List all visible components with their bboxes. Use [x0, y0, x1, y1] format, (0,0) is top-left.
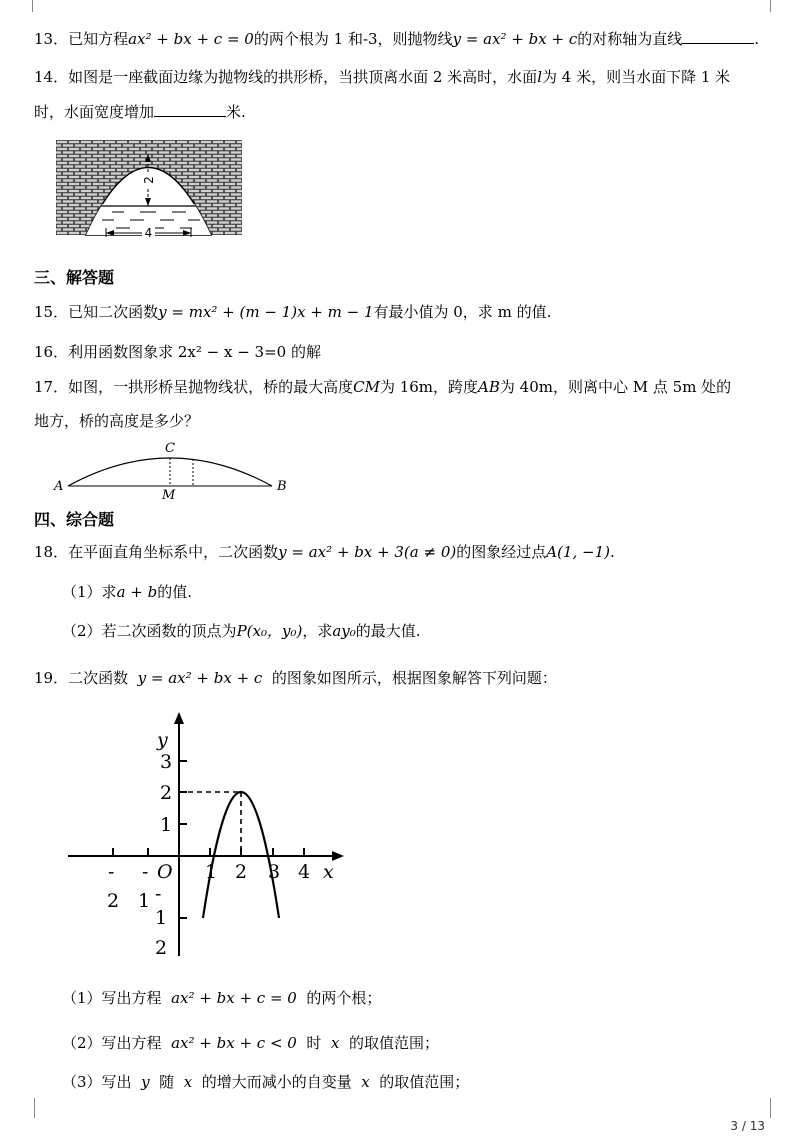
sub-question-number: （2） [62, 1034, 102, 1052]
sub-question-number: （1） [62, 989, 102, 1007]
page-number: 3 / 13 [730, 1119, 765, 1133]
math-equation: y = ax² + bx + c [137, 669, 263, 687]
question-text: 为 16m，跨度 [379, 378, 479, 396]
math-variable: y [141, 1073, 150, 1091]
origin-label: O [157, 861, 173, 883]
math-equation: y = mx² + (m − 1)x + m − 1 [158, 303, 374, 321]
question-13 [34, 28, 759, 50]
question-text: 米. [226, 103, 246, 121]
math-equation: ax² + bx + c = 0 [128, 30, 254, 48]
question-number: 15． [34, 303, 69, 321]
answer-blank[interactable] [682, 29, 754, 44]
axis-y-label: y [157, 729, 168, 751]
question-number: 18． [34, 543, 69, 561]
question-19-sub-2 [62, 1032, 439, 1054]
question-number: 19． [34, 669, 69, 687]
question-text: 如图，一拱形桥呈抛物线状，桥的最大高度 [68, 378, 354, 396]
math-point: P(x₀，y₀) [236, 622, 303, 640]
question-text: 的最大值. [355, 622, 421, 640]
math-equation: ax² + bx + c < 0 [171, 1034, 297, 1052]
parabola-graph [60, 708, 350, 964]
question-text: 的两个根为 1 和-3，则抛物线 [253, 30, 453, 48]
math-equation: ax² + bx + c = 0 [171, 989, 297, 1007]
sub-question-number: （2） [62, 622, 102, 640]
x-tick-label-neg-2-digit: 2 [107, 890, 120, 912]
math-variable: x [361, 1073, 370, 1091]
crop-mark-top-left [32, 0, 33, 12]
section-heading-4: 四、综合题 [34, 510, 115, 529]
point-m-label: M [162, 488, 176, 500]
y-tick-label-neg-1: 1 [155, 907, 168, 929]
width-label: 4 [144, 226, 153, 238]
question-text: 的图象如图所示，根据图象解答下列问题： [271, 669, 557, 687]
question-text: 地方，桥的高度是多少？ [34, 412, 200, 430]
question-number: 17． [34, 378, 69, 396]
question-text: 写出 [101, 1073, 132, 1091]
question-18-sub-2 [62, 620, 421, 642]
question-text: 为 40m，则离中心 M 点 5m 处的 [499, 378, 732, 396]
height-label: 2 [142, 176, 156, 184]
question-text: 若二次函数的顶点为 [101, 622, 237, 640]
axis-x-label: x [323, 861, 334, 883]
math-point: A(1, −1) [546, 543, 610, 561]
question-text: 随 [159, 1073, 175, 1091]
math-variable: x [183, 1073, 193, 1091]
question-text: 如图是一座截面边缘为抛物线的拱形桥，当拱顶离水面 2 米高时，水面 [68, 68, 538, 86]
question-18 [34, 541, 615, 563]
question-text: 写出方程 [101, 1034, 162, 1052]
y-tick-label-neg-sign: - [155, 883, 162, 905]
question-text: 的值. [157, 583, 192, 601]
question-text: 的取值范围； [348, 1034, 439, 1052]
math-variable: x [330, 1034, 340, 1052]
question-text: 时，水面宽度增加 [34, 103, 155, 121]
point-b-label: B [277, 479, 287, 494]
question-19 [34, 667, 557, 689]
y-tick-label: 3 [160, 751, 173, 773]
x-tick-label-neg-2-sign: - [108, 861, 115, 883]
question-16 [34, 341, 321, 363]
y-tick-label: 2 [160, 782, 173, 804]
point-c-label: C [165, 441, 175, 456]
question-text: 的两个根； [306, 989, 382, 1007]
question-number: 13． [34, 30, 69, 48]
parabolic-bridge-figure [50, 438, 294, 500]
section-heading-3: 三、解答题 [34, 268, 115, 287]
crop-mark-top-right [770, 0, 771, 12]
question-14-line-1 [34, 66, 730, 88]
math-variable: AB [478, 378, 500, 396]
question-text: 求 [101, 583, 117, 601]
question-17-line-2 [34, 410, 199, 432]
question-text: 已知方程 [68, 30, 129, 48]
question-text: 二次函数 [68, 669, 129, 687]
question-text: 有最小值为 0，求 m 的值. [373, 303, 552, 321]
question-text: 的增大而减小的自变量 [201, 1073, 352, 1091]
question-text: ，求 [302, 622, 333, 640]
question-14-line-2 [34, 101, 246, 123]
question-text: 的对称轴为直线 [577, 30, 683, 48]
question-18-sub-1 [62, 581, 192, 603]
question-text: 的图象经过点 [456, 543, 547, 561]
x-tick-label: 1 [205, 861, 218, 883]
arch-bridge-figure [56, 140, 242, 238]
math-variable: CM [353, 378, 380, 396]
x-tick-label-neg-1-digit: 1 [138, 890, 151, 912]
question-text: . [609, 543, 615, 561]
y-tick-label-neg-2: 2 [155, 937, 168, 959]
math-variable: l [537, 68, 542, 86]
x-tick-label-neg-1-sign: - [142, 861, 149, 883]
question-text: 利用函数图象求 2x² − x − 3=0 的解 [68, 343, 321, 361]
question-text: 写出方程 [101, 989, 162, 1007]
x-tick-label: 2 [235, 861, 248, 883]
sub-question-number: （3） [62, 1073, 102, 1091]
question-19-sub-1 [62, 987, 381, 1009]
question-17-line-1 [34, 376, 731, 398]
crop-mark-bottom-right [770, 1098, 791, 1118]
question-text: 的取值范围； [379, 1073, 470, 1091]
question-text: 已知二次函数 [68, 303, 159, 321]
sub-question-number: （1） [62, 583, 102, 601]
question-number: 14． [34, 68, 69, 86]
question-number: 16． [34, 343, 69, 361]
math-equation: y = ax² + bx + c [452, 30, 578, 48]
math-expression: ay₀ [332, 622, 356, 640]
question-15 [34, 301, 551, 323]
math-equation: y = ax² + bx + 3(a ≠ 0) [278, 543, 457, 561]
question-text: . [754, 30, 760, 48]
x-tick-label: 4 [298, 861, 311, 883]
question-text: 时 [306, 1034, 322, 1052]
question-text: 在平面直角坐标系中，二次函数 [68, 543, 279, 561]
point-a-label: A [54, 479, 64, 494]
question-text: 为 4 米，则当水面下降 1 米 [542, 68, 731, 86]
y-tick-label: 1 [160, 814, 173, 836]
math-expression: a + b [116, 583, 158, 601]
answer-blank[interactable] [154, 102, 226, 117]
x-tick-label: 3 [268, 861, 281, 883]
question-19-sub-3 [62, 1071, 469, 1093]
crop-mark-bottom-left [14, 1098, 35, 1118]
